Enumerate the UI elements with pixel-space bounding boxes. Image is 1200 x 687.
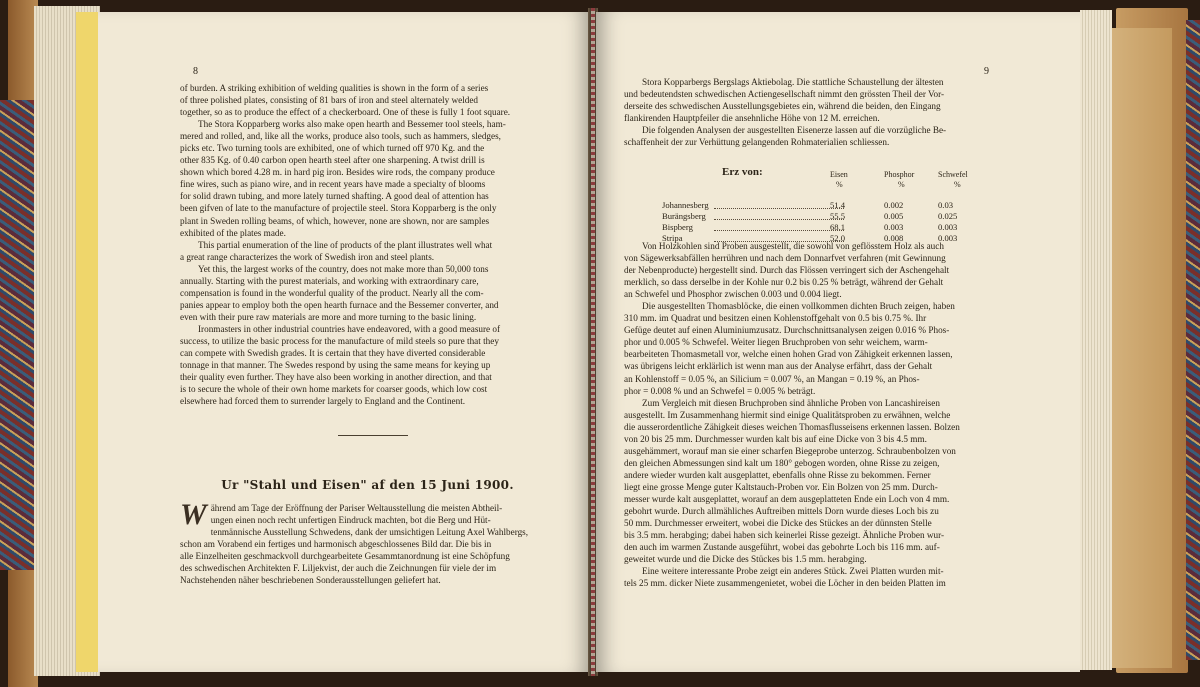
right-page-edges — [1080, 10, 1112, 670]
cell-schwefel: 0.03 — [938, 200, 954, 210]
text-line: Ironmasters in other industrial countries have endeavored, with a good measure of — [198, 323, 501, 334]
text-line: for solid drawn tubing, and more lately turned shafting. A good deal of attention has — [180, 191, 489, 202]
section-title: Ur "Stahl und Eisen" af den 15 Juni 1900. — [221, 478, 514, 492]
text-line: shown which bored 4.28 m. in hard pig iron. Besides wire rods, the company produce — [180, 167, 495, 178]
cell-phosphor: 0.003 — [884, 222, 904, 232]
cell-schwefel: 0.003 — [938, 222, 958, 232]
page-number-right: 9 — [984, 66, 989, 77]
text-line: an Kohlenstoff = 0.05 %, an Silicium = 0.007 %, an Mangan = 0.19 %, an Phos- — [624, 373, 920, 384]
text-line: panies appear to employ both the open hearth furnace and the Bessemer converter, and — [180, 299, 499, 310]
text-line: Yet this, the largest works of the country, does not make more than 50,000 tons — [198, 263, 489, 274]
text-line: other 835 Kg. of 0.40 carbon open hearth steel after one sharpening. A twist drill is — [180, 155, 485, 166]
text-line: Nachstehenden näher beschriebenen Sonderausstellungen geliefert hat. — [180, 575, 441, 586]
yellow-page-edge — [76, 12, 98, 672]
text-line: schon am Vorabend ein fertiges und harmonisch abgeschlossenes Bild dar. Die bis in — [180, 539, 492, 550]
back-cover-inner — [1110, 28, 1172, 668]
left-marbled-endpaper — [0, 100, 34, 570]
text-line: 50 mm. Durchmesser erweitert, wobei die Dicke des Stückes an der dünnsten Stelle — [624, 518, 932, 529]
cell-eisen: 68.1 — [830, 222, 846, 232]
text-line: compensation is found in the wonderful quality of the product. Nearly all the com- — [180, 287, 484, 298]
section-body — [180, 498, 555, 586]
text-line: tonnage in that manner. The Swedes respond by using the same means for keying up — [180, 360, 491, 371]
text-line: schaffenheit der zur Verhüttung gelangenden Rohmaterialien schliessen. — [624, 137, 890, 148]
text-line: tenmännische Ausstellung Schwedens, dank der umsichtigen Leitung Axel Wahlbergs, — [210, 527, 529, 538]
section-divider — [338, 435, 408, 436]
text-line: was übrigens leicht erklärlich ist wenn man aus der Analyse erfährt, dass der Gehalt — [624, 361, 933, 372]
column-header-phosphor: Phosphor — [884, 170, 915, 179]
leader-dots — [714, 200, 844, 209]
column-header-eisen: Eisen — [830, 170, 848, 179]
text-line: success, to utilize the basic process for the manufacture of mild steels so pure that they — [180, 335, 499, 346]
right-page — [596, 12, 1080, 672]
text-line: ährend am Tage der Eröffnung der Pariser Weltausstellung die meisten Abtheil- — [210, 503, 503, 513]
text-line: Zum Vergleich mit diesen Bruchproben sind ähnliche Proben von Lancashireisen — [642, 397, 940, 408]
text-line: Die ausgestellten Thomasblöcke, die einen vollkommen dichten Bruch zeigen, haben — [642, 301, 955, 312]
left-page-body — [180, 82, 555, 407]
table-row — [662, 211, 992, 222]
text-line: ausgehämmert, worauf man sie einer scharfen Biegeprobe unterzog. Schraubenbolzen von — [624, 445, 956, 456]
cell-schwefel: 0.025 — [938, 211, 958, 221]
row-name: Stripa — [662, 233, 683, 243]
text-line: Gefüge deutet auf einen Aluminiumzusatz. Durchschnittsanalysen zeigen 0.016 % Phos- — [624, 325, 950, 336]
paragraph — [180, 82, 555, 407]
text-line: bearbeiteten Thomasmetall vor, welche einen hohen Grad von Zähigkeit erkennen lassen, — [624, 349, 953, 360]
text-line: phor = 0.008 % und an Schwefel = 0.005 % beträgt. — [624, 385, 816, 396]
unit-label: % — [836, 180, 843, 189]
text-line: von 20 bis 25 mm. Durchmesser wurden kalt bis auf eine Dicke von 3 bis 4.5 mm. — [624, 433, 927, 444]
text-line: den gleichen Abmessungen sind kalt um 180° gebogen worden, ohne Risse zu zeigen, — [624, 457, 940, 468]
leader-dots — [714, 222, 844, 231]
text-line: fine wires, such as piano wire, and in recent years have made a specialty of blooms — [180, 179, 486, 190]
text-line: derseite des schwedischen Ausstellungsgebietes ein, während die beiden, den Eingang — [624, 101, 941, 112]
table-title: Erz von: — [722, 166, 763, 178]
text-line: alle Einzelheiten geschmackvoll durchgearbeitete Gesammtanordnung ist eine Schöpfung — [180, 551, 510, 562]
text-line: Von Holzkohlen sind Proben ausgestellt, die sowohl von geflösstem Holz als auch — [642, 241, 944, 251]
text-line: die ausserordentliche Zähigkeit dieses weichen Thomasflusseisens erkennen lassen. Bolzen — [624, 421, 960, 432]
text-line: plant in Sweden rolling beams, of which, however, none are shown, nor are samples — [180, 215, 490, 226]
text-line: andere wieder wurden kalt ausgeplattet, ebenfalls ohne Risse zu bekommen. Ferner — [624, 469, 931, 480]
text-line: a great range characterizes the work of Swedish iron and steel plants. — [180, 251, 435, 262]
text-line: their quality even further. They have also been working in another direction, and that — [180, 372, 492, 383]
left-page — [98, 12, 590, 672]
right-page-body — [624, 240, 1002, 589]
text-line: ausgestellt. Im Zusammenhang hiermit sind einige Qualitätsproben zu erwähnen, welche — [624, 409, 951, 420]
text-line: been gifven of late to the manufacture of projectile steel. Stora Kopparberg is the only — [180, 203, 497, 214]
text-line: exhibited of the plates made. — [180, 227, 286, 238]
text-line: des schwedischen Architekten F. Liljekvist, der auch die Zeichnungen für viele der im — [180, 563, 497, 574]
text-line: of three polished plates, consisting of 81 bars of iron and steel alternately welded — [180, 95, 478, 106]
text-line: phor und 0.005 % Schwefel. Weiter liegen Bruchproben von sehr weichem, warm- — [624, 337, 928, 348]
row-name: Bispberg — [662, 222, 693, 232]
text-line: can compete with Swedish grades. It is certain that they have diverted considerable — [180, 348, 486, 359]
cell-phosphor: 0.008 — [884, 233, 904, 243]
text-line: 310 mm. im Quadrat und besitzen einen Kohlenstoffgehalt von 0.5 bis 0.75 %. Ihr — [624, 313, 927, 324]
cell-eisen: 51.4 — [830, 200, 846, 210]
right-page-intro — [624, 76, 1002, 148]
cell-eisen: 52.0 — [830, 233, 846, 243]
text-line: The Stora Kopparberg works also make open hearth and Bessemer tool steels, ham- — [198, 119, 506, 130]
drop-cap: W — [180, 498, 207, 531]
text-line: mered and rolled, and, like all the works, produce also tools, such as hammers, sledges, — [180, 131, 501, 142]
row-name: Johannesberg — [662, 200, 709, 210]
cell-eisen: 55.5 — [830, 211, 846, 221]
text-line: even with their pure raw materials are more and more turning to the basic lining. — [180, 311, 477, 322]
text-line: Die folgenden Analysen der ausgestellten Eisenerze lassen auf die vorzügliche Be- — [642, 125, 947, 136]
binding-thread — [591, 8, 595, 676]
text-line: picks etc. Two turning tools are exhibited, one of which turned off 970 Kg. and the — [180, 143, 485, 154]
column-header-schwefel: Schwefel — [938, 170, 968, 179]
cell-phosphor: 0.002 — [884, 200, 904, 210]
text-line: messer wurde kalt ausgeplattet, worauf an dem ausgeplatteten Ende ein Loch von 4 mm. — [624, 493, 950, 504]
text-line: merklich, so dass derselbe in der Kohle nur 0.2 bis 0.25 % beträgt, während der Gehalt — [624, 277, 944, 288]
text-line: tels 25 mm. dicker Niete zusammengenietet, wobei die Löcher in den beiden Platten im — [624, 578, 946, 589]
text-line: of burden. A striking exhibition of welding qualities is shown in the form of a series — [180, 83, 489, 93]
text-line: von Sägewerksabfällen herrühren und nach dem Donnarfvet verfahren (mit Gewinnung — [624, 253, 946, 264]
table-row — [662, 222, 992, 233]
text-line: Eine weitere interessante Probe zeigt ein anderes Stück. Zwei Platten wurden mit- — [642, 566, 944, 577]
text-line: is to secure the whole of their own home markets for coarser goods, which low cost — [180, 384, 488, 395]
text-line: annually. Starting with the purest materials, and working with extraordinary care, — [180, 275, 479, 286]
page-number-left: 8 — [193, 66, 198, 77]
cell-phosphor: 0.005 — [884, 211, 904, 221]
text-line: der Nebenproducte) hergestellt sind. Durch das Flössen verringert sich der Aschengehalt — [624, 265, 950, 276]
table-row — [662, 200, 992, 211]
text-line: geweitet wurde und die Dicke des Stückes bis 1.5 mm. herabging. — [624, 554, 867, 565]
unit-label: % — [898, 180, 905, 189]
text-line: together, so as to produce the effect of a checkerboard. One of these is fully 1 foot square. — [180, 107, 511, 118]
text-line: Stora Kopparbergs Bergslags Aktiebolag. Die stattliche Schaustellung der ältesten — [642, 77, 944, 87]
leader-dots — [714, 211, 844, 220]
text-line: elsewhere had forced them to surrender largely to England and the Continent. — [180, 396, 466, 407]
cell-schwefel: 0.003 — [938, 233, 958, 243]
text-line: bis 3.5 mm. herabging; dabei haben sich keinerlei Risse gezeigt. Ähnliche Proben wur- — [624, 530, 945, 541]
unit-label: % — [954, 180, 961, 189]
text-line: liegt eine grosse Menge guter Kaltstauch-Proben vor. Ein Bolzen von 25 mm. Durch- — [624, 481, 938, 492]
right-marbled-endpaper — [1186, 20, 1200, 660]
text-line: This partial enumeration of the line of products of the plant illustrates well what — [198, 239, 493, 250]
row-name: Burängsberg — [662, 211, 706, 221]
text-line: gebohrt wurde. Durch allmähliches Auftreiben mittels Dorn wurde dieses Loch bis zu — [624, 506, 939, 517]
text-line: ungen einen noch recht unfertigen Eindruck machten, bot die Berg und Hüt- — [210, 515, 491, 526]
text-line: an Schwefel und Phosphor zwischen 0.003 und 0.004 liegt. — [624, 289, 842, 300]
text-line: den auch im warmen Zustande ausgeführt, wobei das gebohrte Loch bis 116 mm. auf- — [624, 542, 940, 553]
text-line: und bedeutendsten schwedischen Actiengesellschaft nimmt den grössten Theil der Vor- — [624, 89, 945, 100]
text-line: flankirenden Hauptpfeiler die ansehnliche Höhe von 12 M. erreichen. — [624, 113, 880, 124]
